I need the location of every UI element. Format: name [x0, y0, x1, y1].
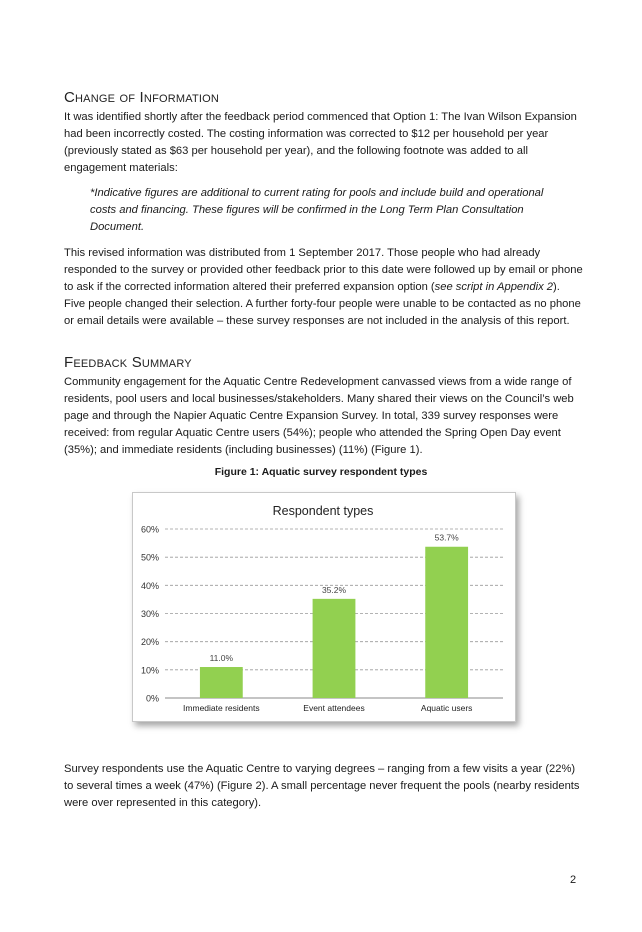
respondent-types-chart — [133, 493, 515, 721]
y-tick-label: 30% — [140, 609, 159, 619]
feedback-paragraph-2: Survey respondents use the Aquatic Centre to varying degrees – ranging from a few visits a year (22%) to several times a week (47%) (Figure 2). A small percentage never frequent the pools (nearby residents were over represented in this category). — [64, 763, 580, 809]
figure-caption: Figure 1: Aquatic survey respondent types — [214, 466, 428, 478]
y-tick-label: 20% — [140, 637, 159, 648]
y-tick-label: 40% — [140, 580, 159, 591]
chart-frame — [132, 492, 516, 722]
change-paragraph-2 — [64, 245, 584, 330]
section-heading-change-of-information: Change of Information — [64, 89, 220, 106]
y-tick-label: 50% — [140, 552, 159, 563]
y-tick-label: 0% — [145, 693, 159, 704]
y-tick-label: 60% — [140, 524, 159, 535]
page-number: 2 — [570, 874, 577, 886]
x-tick-label: Immediate residents — [183, 703, 260, 713]
feedback-paragraph-1: Community engagement for the Aquatic Centre Redevelopment canvassed views from a wide range of residents, pool users and local businesses/stakeholders. Many shared their views on the Council’s web page and through the Napier Aquatic Centre Expansion Survey. In total, 339 survey responses were received: from regular Aquatic Centre users (54%); people who attended the Spring Open Day event (35%); and immediate residents (including businesses) (11%) (Figure 1). — [64, 376, 574, 456]
bar-event-attendees — [313, 599, 356, 698]
data-label: 35.2% — [321, 584, 347, 595]
bar-aquatic-users — [425, 547, 468, 698]
change-paragraph-2-part-a: This revised information was distributed from 1 September 2017. Those people who had already responded to the survey or provided other feedback prior to this date were followed up by email or phone to ask if the corrected information altered their preferred expansion option ( — [64, 247, 583, 293]
x-tick-label: Event attendees — [303, 703, 365, 713]
footnote-quote: *Indicative figures are additional to current rating for pools and include build and operational costs and financing. These figures will be confirmed in the Long Term Plan Consultation Document. — [90, 187, 544, 233]
chart-title: Respondent types — [272, 504, 374, 518]
bar-immediate-residents — [200, 667, 243, 698]
change-paragraph-1: It was identified shortly after the feedback period commenced that Option 1: The Ivan Wilson Expansion had been incorrectly costed. The costing information was corrected to $12 per household per year (previously stated as $63 per household per year), and the following footnote was added to all engagement materials: — [64, 111, 577, 174]
data-label: 53.7% — [434, 532, 459, 543]
x-tick-label: Aquatic users — [420, 703, 473, 713]
section-heading-feedback-summary: Feedback Summary — [64, 354, 192, 371]
y-tick-label: 10% — [140, 665, 159, 676]
data-label: 11.0% — [209, 653, 234, 664]
appendix-reference: see script in Appendix 2 — [434, 281, 554, 293]
change-paragraph-2-part-b: ). Five people changed their selection. A further forty-four people were unable to be contacted as no phone or email details were available – these survey responses are not included in the analysis of this report. — [64, 281, 581, 327]
